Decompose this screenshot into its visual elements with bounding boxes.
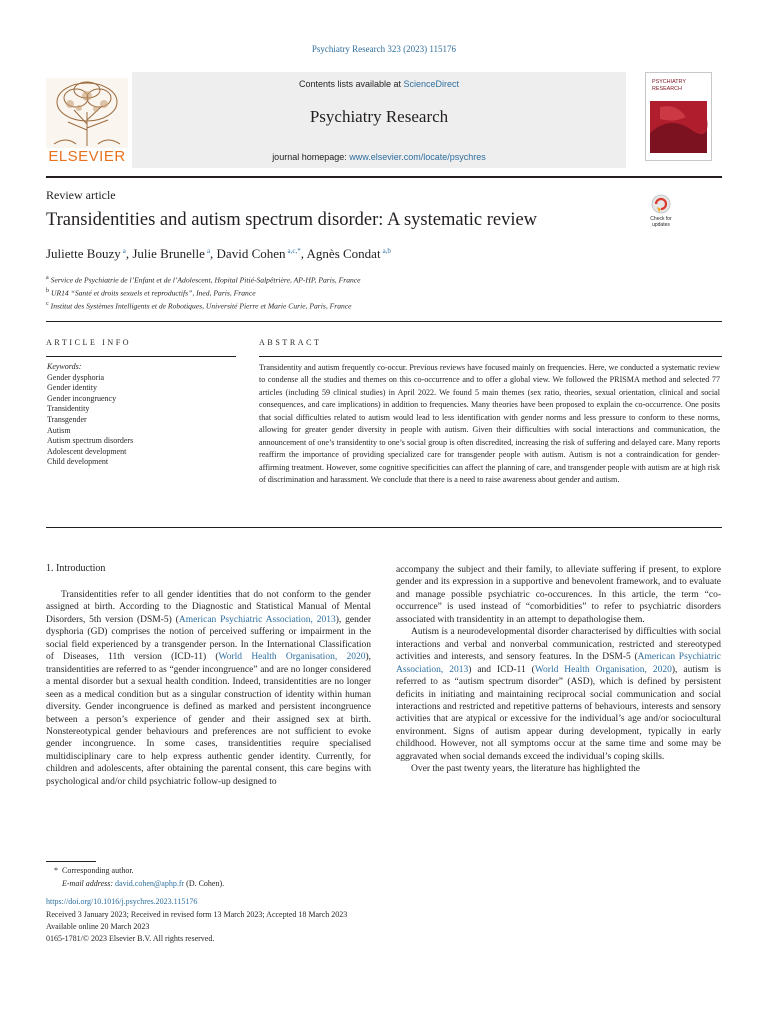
affiliation-text: Institut des Systèmes Intelligents et de Robotiques, Université Pierre et Marie Curie, Paris, France bbox=[50, 301, 352, 311]
journal-homepage-line bbox=[132, 152, 626, 162]
abstract-divider bbox=[46, 527, 722, 528]
cover-title-line-2: RESEARCH bbox=[652, 86, 682, 92]
cover-title-line-1: PSYCHIATRY bbox=[652, 79, 686, 85]
sciencedirect-link[interactable]: ScienceDirect bbox=[403, 79, 460, 89]
keyword-item: Gender identity bbox=[47, 383, 97, 393]
masthead-divider bbox=[46, 176, 722, 178]
online-date: Available online 20 March 2023 bbox=[46, 922, 150, 931]
body-text: ), gender dysphoria (GD) comprises the notion of perceived suffering or impairment in the social field experienced by a transgender person. In the International Classification of Diseases, 11th version (ICD-11) ( bbox=[46, 614, 372, 663]
citation-link[interactable]: World Health Organisation, 2020 bbox=[218, 652, 366, 663]
asterisk-marker: * bbox=[54, 866, 58, 875]
issn-copyright: 0165-1781/© 2023 Elsevier B.V. All rights reserved. bbox=[46, 934, 215, 943]
keyword-item: Transgender bbox=[47, 414, 87, 424]
author-name[interactable]: Juliette Bouzy bbox=[46, 246, 121, 261]
body-paragraph bbox=[46, 589, 371, 788]
affiliation-marker: b bbox=[46, 288, 49, 295]
author-name[interactable]: Julie Brunelle bbox=[132, 246, 205, 261]
email-suffix: (D. Cohen). bbox=[184, 879, 225, 888]
keyword-item: Adolescent development bbox=[47, 446, 127, 456]
title-block-divider bbox=[46, 321, 722, 322]
body-text: Over the past twenty years, the literature has highlighted the bbox=[411, 764, 640, 775]
body-paragraph bbox=[396, 763, 721, 775]
body-text: accompany the subject and their family, to alleviate suffering if present, to explore gender and its expression in a supportive and benevolent framework, and to evaluate and manage possible psychiatric co-occurences. In this article, the term “co-occurrence” is used instead of “comorbidities” to refer to psychiatric disorders associated with transidentity in an attempt to depathologise them. bbox=[396, 565, 721, 625]
keyword-item: Autism bbox=[47, 425, 71, 435]
author-affiliation-marker[interactable]: a,b bbox=[382, 246, 391, 255]
article-info-rule bbox=[46, 356, 236, 357]
author-separator: , bbox=[125, 246, 133, 261]
body-column-left bbox=[46, 589, 371, 788]
citation-link[interactable]: American Psychiatric Association, 2013 bbox=[178, 614, 336, 625]
keywords-label: Keywords: bbox=[47, 362, 82, 371]
check-updates-line-2: updates bbox=[652, 222, 670, 228]
body-column-right bbox=[396, 564, 721, 776]
article-title: Transidentities and autism spectrum disorder: A systematic review bbox=[46, 210, 538, 230]
contents-prefix: Contents lists available at bbox=[298, 79, 404, 89]
keyword-list bbox=[47, 373, 133, 468]
author-name[interactable]: Agnès Condat bbox=[306, 246, 381, 261]
section-heading-introduction: 1. Introduction bbox=[46, 563, 106, 574]
keywords-section bbox=[47, 362, 133, 468]
author-separator: , bbox=[210, 246, 217, 261]
keyword-item: Child development bbox=[47, 457, 109, 467]
check-for-updates-button[interactable] bbox=[646, 193, 676, 229]
contents-available-line bbox=[132, 79, 626, 89]
article-type: Review article bbox=[46, 188, 116, 202]
author-affiliation-marker[interactable]: a bbox=[122, 246, 126, 255]
body-paragraph bbox=[396, 626, 721, 763]
journal-name: Psychiatry Research bbox=[309, 107, 449, 126]
homepage-prefix: journal homepage: bbox=[272, 152, 350, 162]
email-link[interactable]: david.cohen@aphp.fr bbox=[115, 879, 185, 888]
keyword-item: Autism spectrum disorders bbox=[47, 436, 134, 446]
journal-cover-image[interactable] bbox=[645, 72, 712, 161]
journal-citation-link[interactable]: Psychiatry Research 323 (2023) 115176 bbox=[311, 44, 457, 54]
abstract-rule bbox=[259, 356, 722, 357]
email-label: E-mail address: bbox=[62, 879, 114, 888]
body-paragraph bbox=[396, 564, 721, 626]
corresponding-author-note bbox=[54, 866, 134, 875]
abstract-heading: ABSTRACT bbox=[259, 338, 322, 347]
body-text: Transidentities refer to all gender identities that do not conform to the gender assigned at birth. According to the Diagnostic and Statistical Manual of Mental Disorders, 5th version (DSM-5) ( bbox=[46, 590, 371, 625]
journal-homepage-link[interactable]: www.elsevier.com/locate/psychres bbox=[349, 152, 486, 162]
body-text: ) and ICD-11 ( bbox=[468, 664, 535, 675]
elsevier-wordmark: ELSEVIER bbox=[48, 148, 126, 165]
body-text: ), autism is referred to as “autism spectrum disorder” (ASD), which is defined by persistent deficits in initiating and maintaining reciprocal social communication and social interactions and restricted and repetitive patterns of behaviours, interests and sensory activities that are atypical or excessive for the individual’s age and/or sociocultural environment. Signs of autism appear during development, typically in early childhood. However, not all symptoms occur at the same time and some may be aggravated when social demands exceed the individual’s coping skills. bbox=[396, 664, 721, 762]
abstract-text: Transidentity and autism frequently co-occur. Previous reviews have focused mainly on frequencies. Here, we conducted a systematic review to condense all the studies and themes on this co-occurrence and to offer a global view. We followed the PRISMA method and selected 77 articles (including 59 clinical studies) in April 2022. We found 5 main themes (sex ratio, theories, sexual orientation, clinical and social consequences, and care implications) in addition to frequencies. Many theories have been proposed to explain the co-occurrence. One posits that social difficulties related to autism would lead to less identification with gender norms and less pressure to conform to these norms, allowing for greater gender diversity in people with autism. Given their difficulties with social interactions and communication, the announcement of one’s transidentity to one’s social group is often discredited, increasing the risk of suffering and delayed care. Many reports reaffirm the importance of providing specialized care for transgender people with autism. Autism is not a contraindication for gender-affirming treatment. However, some cognitive specificities can affect the planning of care, and transgender people with autism are at high risk of discrimination and harassment. We conclude that there is a need to raise awareness about gender and autism. bbox=[259, 363, 720, 485]
author-name[interactable]: David Cohen bbox=[216, 246, 286, 261]
keyword-item: Gender incongruency bbox=[47, 393, 117, 403]
email-note bbox=[62, 879, 224, 888]
received-dates: Received 3 January 2023; Received in revised form 13 March 2023; Accepted 18 March 2023 bbox=[46, 910, 348, 919]
body-text: Autism is a neurodevelopmental disorder characterised by difficulties with social interactions and verbal and nonverbal communication, restricted and stereotyped activities and interests, and sensory features. In the DSM-5 ( bbox=[396, 627, 721, 663]
author-separator: , bbox=[300, 246, 307, 261]
author-affiliation-marker[interactable]: a,c,* bbox=[287, 246, 301, 255]
affiliation-item bbox=[46, 286, 361, 299]
affiliation-text: Service de Psychiatrie de l’Enfant et de l’Adolescent, Hopital Pitié-Salpêtrière, AP-HP, Paris, France bbox=[50, 275, 361, 285]
keyword-item: Gender dysphoria bbox=[47, 372, 105, 382]
affiliation-list bbox=[46, 273, 361, 312]
citation-link[interactable]: World Health Organisation, 2020 bbox=[534, 664, 672, 675]
affiliation-marker: c bbox=[46, 301, 49, 308]
footnote-rule bbox=[46, 861, 96, 862]
affiliation-text: UR14 “Santé et droits sexuels et reproductifs”, Ined, Paris, France bbox=[51, 288, 256, 298]
author-list bbox=[46, 246, 391, 262]
check-updates-line-1: Check for bbox=[650, 216, 672, 222]
corresponding-text: Corresponding author. bbox=[62, 866, 134, 875]
doi-link[interactable]: https://doi.org/10.1016/j.psychres.2023.115176 bbox=[46, 897, 198, 906]
affiliation-item bbox=[46, 273, 361, 286]
keyword-item: Transidentity bbox=[47, 404, 90, 414]
affiliation-item bbox=[46, 299, 361, 312]
body-text: ), transidentities are referred to as “gender incongruence” and are no longer considered a mental disorder but a sexual health condition. Indeed, transidentities are no longer seen as a medical condition but as a singular construction of identity within human diversity. Gender incongruence is defined as marked and persistent incongruence between a person’s experience of gender and their assigned sex at birth. Nonstereotypical gender behaviours and preferences are not sufficient to evoke gender incongruence. In some cases, transidentities require specialised multidisciplinary care to help express authentic gender identity. Currently, for children and adolescents, after obtaining the parental consent, this care begins with psychological and/or child psychiatric follow-up designed to bbox=[46, 652, 372, 787]
citation-link[interactable]: American Psychiatric Association, 2013 bbox=[396, 652, 721, 675]
author-affiliation-marker[interactable]: a bbox=[206, 246, 211, 255]
affiliation-marker: a bbox=[46, 275, 49, 281]
article-info-heading: ARTICLE INFO bbox=[46, 338, 132, 347]
